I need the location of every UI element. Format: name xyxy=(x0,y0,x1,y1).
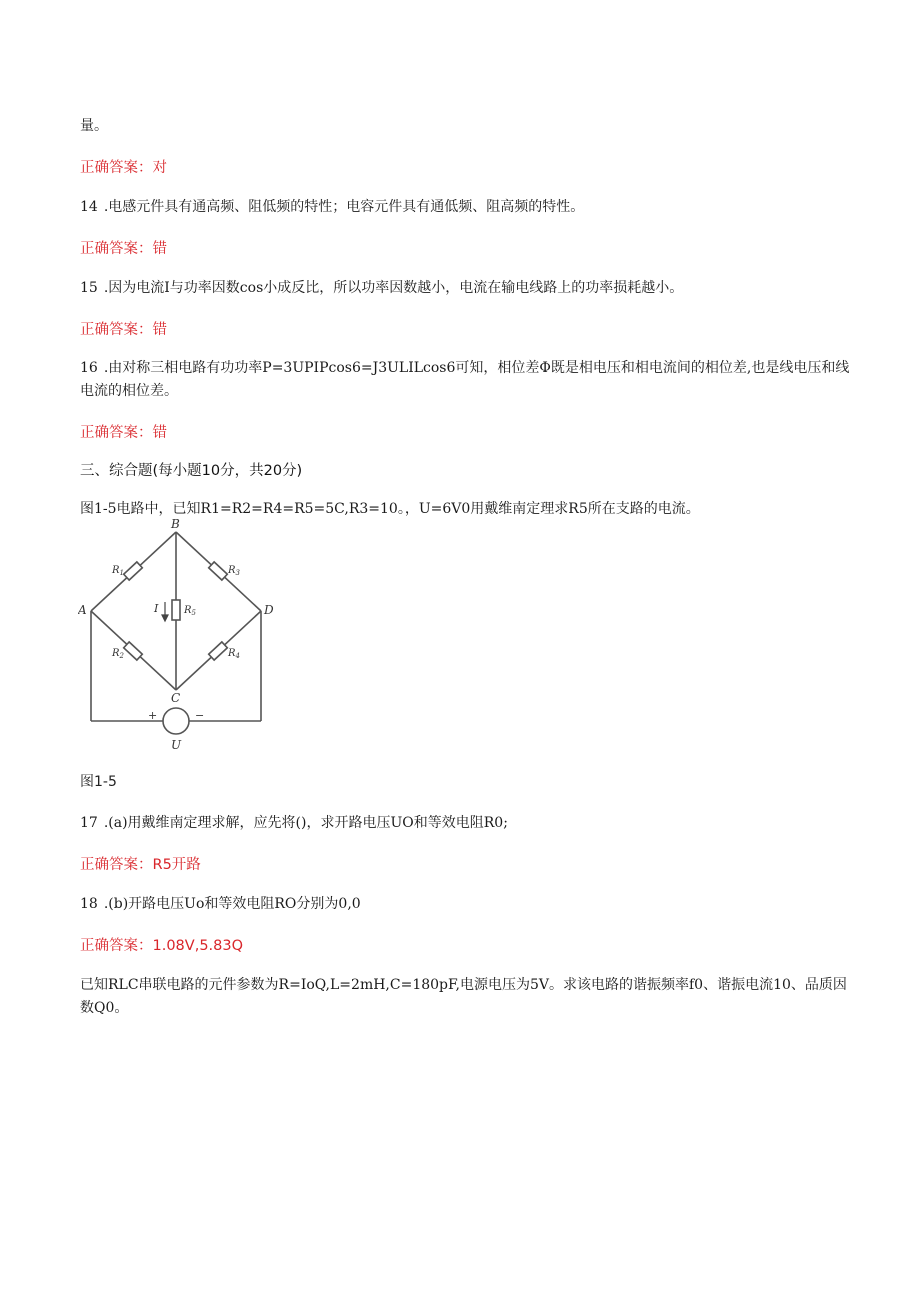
section-heading: 三、综合题(每小题10分，共20分) xyxy=(80,463,303,479)
label-r4: $R_4$ xyxy=(228,648,240,660)
continuation-text: 量。 xyxy=(80,118,108,134)
problem-statement: 图1-5电路中，已知R1=R2=R4=R5=5C,R3=10。，U=6V0用戴维南定理求R5所在支路的电流。 xyxy=(80,501,700,517)
label-r1: $R_1$ xyxy=(112,565,124,577)
answer-16 xyxy=(80,423,850,443)
label-r5: $R_5$ xyxy=(184,605,196,617)
label-minus: − xyxy=(195,709,205,722)
current-arrow-head xyxy=(162,615,168,621)
label-source: U xyxy=(171,738,182,752)
question-number: 16 xyxy=(80,360,98,376)
answer-label: 正确答案： xyxy=(80,160,153,176)
answer-value: 错 xyxy=(152,425,167,441)
question-text: .(a)用戴维南定理求解，应先将()，求开路电压UO和等效电阻R0; xyxy=(103,815,508,831)
question-15 xyxy=(80,278,850,298)
answer-17 xyxy=(80,855,850,875)
question-text: .(b)开路电压Uo和等效电阻RO分别为0,0 xyxy=(103,896,361,912)
question-18 xyxy=(80,894,850,914)
answer-15 xyxy=(80,320,850,340)
answer-13 xyxy=(80,158,850,178)
circuit-diagram xyxy=(78,516,278,756)
answer-value: 错 xyxy=(152,322,167,338)
label-plus: + xyxy=(148,709,158,722)
node-label-a: A xyxy=(78,603,87,617)
answer-label: 正确答案： xyxy=(80,425,153,441)
label-r2: $R_2$ xyxy=(112,648,124,660)
question-number: 15 xyxy=(80,280,98,296)
question-16 xyxy=(80,357,850,403)
answer-value: 对 xyxy=(152,160,167,176)
answer-label: 正确答案： xyxy=(80,938,153,954)
question-text: .因为电流I与功率因数cos小成反比，所以功率因数越小，电流在输电线路上的功率损耗越小。 xyxy=(103,280,684,296)
node-label-d: D xyxy=(264,603,274,617)
answer-label: 正确答案： xyxy=(80,322,153,338)
answer-value: 1.08V,5.83Q xyxy=(152,938,244,954)
question-number: 18 xyxy=(80,896,98,912)
label-r3: $R_3$ xyxy=(228,565,240,577)
resistor-r2 xyxy=(124,642,143,660)
answer-14 xyxy=(80,239,850,259)
answer-value: R5开路 xyxy=(152,857,201,873)
question-text: .电感元件具有通高频、阻低频的特性；电容元件具有通低频、阻高频的特性。 xyxy=(103,199,585,215)
node-label-c: C xyxy=(171,691,181,705)
question-14 xyxy=(80,197,850,217)
resistor-r4 xyxy=(209,642,228,660)
resistor-r3 xyxy=(209,562,228,580)
figure-caption: 图1-5 xyxy=(80,774,117,790)
node-label-b: B xyxy=(171,517,180,531)
answer-label: 正确答案： xyxy=(80,857,153,873)
question-number: 14 xyxy=(80,199,98,215)
resistor-r1 xyxy=(124,562,143,580)
voltage-source xyxy=(163,708,189,734)
rlc-problem: 已知RLC串联电路的元件参数为R=IoQ,L=2mH,C=180pF,电源电压为5V。求该电路的谐振频率f0、谐振电流10、品质因数Q0。 xyxy=(80,977,847,1016)
question-number: 17 xyxy=(80,815,98,831)
resistor-r5 xyxy=(172,600,180,620)
label-current: I xyxy=(154,602,159,615)
answer-18 xyxy=(80,936,850,956)
question-17 xyxy=(80,813,850,833)
question-text: .由对称三相电路有功功率P=3UPIPcos6=J3ULILcos6可知，相位差Φ既是相电压和相电流间的相位差,也是线电压和线电流的相位差。 xyxy=(80,360,850,399)
answer-label: 正确答案： xyxy=(80,241,153,257)
answer-value: 错 xyxy=(152,241,167,257)
